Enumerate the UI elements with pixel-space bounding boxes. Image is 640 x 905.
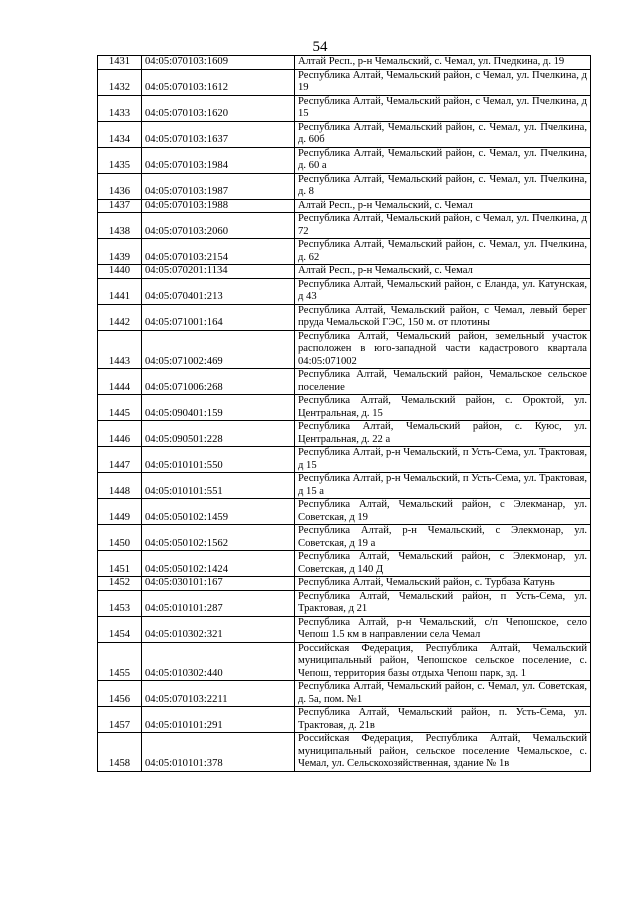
address-cell: Республика Алтай, Чемальский район, с Чемал, левый берег пруда Чемальской ГЭС, 150 м. от плотины bbox=[295, 304, 591, 330]
table-row bbox=[98, 69, 591, 95]
table-row bbox=[98, 147, 591, 173]
address-cell: Республика Алтай, Чемальский район, с. Ороктой, ул. Центральная, д. 15 bbox=[295, 395, 591, 421]
address-cell: Республика Алтай, р-н Чемальский, с/п Чепошское, село Чепош 1.5 км в направлении села Чемал bbox=[295, 616, 591, 642]
row-number: 1432 bbox=[98, 69, 142, 95]
table-row bbox=[98, 239, 591, 265]
cadastral-number: 04:05:010101:291 bbox=[142, 707, 295, 733]
cadastral-number: 04:05:010302:321 bbox=[142, 616, 295, 642]
table-row bbox=[98, 590, 591, 616]
row-number: 1449 bbox=[98, 499, 142, 525]
cadastral-number: 04:05:071001:164 bbox=[142, 304, 295, 330]
row-number: 1435 bbox=[98, 147, 142, 173]
page-number: 54 bbox=[312, 39, 328, 55]
row-number: 1439 bbox=[98, 239, 142, 265]
table-row bbox=[98, 278, 591, 304]
address-cell: Республика Алтай, Чемальский район, п. Усть-Сема, ул. Трактовая, д. 21в bbox=[295, 707, 591, 733]
row-number: 1458 bbox=[98, 733, 142, 772]
address-cell: Республика Алтай, Чемальский район, с Чемал, ул. Пчелкина, д 19 bbox=[295, 69, 591, 95]
cadastral-number: 04:05:070103:1620 bbox=[142, 95, 295, 121]
address-cell: Республика Алтай, Чемальский район, с Чемал, ул. Пчелкина, д 72 bbox=[295, 213, 591, 239]
cadastral-number: 04:05:070103:1612 bbox=[142, 69, 295, 95]
table-row bbox=[98, 616, 591, 642]
table-row bbox=[98, 213, 591, 239]
cadastral-number: 04:05:090501:228 bbox=[142, 421, 295, 447]
table-row bbox=[98, 395, 591, 421]
address-cell: Алтай Респ., р-н Чемальский, с. Чемал bbox=[295, 199, 591, 213]
cadastral-number: 04:05:030101:167 bbox=[142, 577, 295, 591]
cadastral-number: 04:05:070103:1988 bbox=[142, 199, 295, 213]
table-row bbox=[98, 56, 591, 70]
table-row bbox=[98, 330, 591, 369]
row-number: 1454 bbox=[98, 616, 142, 642]
address-cell: Республика Алтай, Чемальский район, с Элекманар, ул. Советская, д 19 bbox=[295, 499, 591, 525]
table-row bbox=[98, 304, 591, 330]
address-cell: Республика Алтай, Чемальский район, п Усть-Сема, ул. Трактовая, д 21 bbox=[295, 590, 591, 616]
address-cell: Алтай Респ., р-н Чемальский, с. Чемал bbox=[295, 265, 591, 279]
address-cell: Республика Алтай, Чемальский район, с. Чемал, ул. Пчелкина, д. 62 bbox=[295, 239, 591, 265]
address-cell: Республика Алтай, Чемальский район, с. Турбаза Катунь bbox=[295, 577, 591, 591]
address-cell: Республика Алтай, р-н Чемальский, п Усть-Сема, ул. Трактовая, д 15 а bbox=[295, 473, 591, 499]
table-row bbox=[98, 421, 591, 447]
address-cell: Республика Алтай, Чемальский район, с Элекмонар, ул. Советская, д 140 Д bbox=[295, 551, 591, 577]
row-number: 1457 bbox=[98, 707, 142, 733]
cadastral-number: 04:05:070103:1987 bbox=[142, 173, 295, 199]
table-row bbox=[98, 369, 591, 395]
address-cell: Российская Федерация, Республика Алтай, Чемальский муниципальный район, сельское поселение Чемальское, с. Чемал, ул. Сельскохозяйственная, здание № 1в bbox=[295, 733, 591, 772]
address-cell: Республика Алтай, р-н Чемальский, с Элекмонар, ул. Советская, д 19 а bbox=[295, 525, 591, 551]
table-row bbox=[98, 733, 591, 772]
row-number: 1447 bbox=[98, 447, 142, 473]
address-cell: Республика Алтай, Чемальский район, с. Чемал, ул. Советская, д. 5а, пом. №1 bbox=[295, 681, 591, 707]
table-row bbox=[98, 525, 591, 551]
row-number: 1437 bbox=[98, 199, 142, 213]
cadastral-number: 04:05:070103:2211 bbox=[142, 681, 295, 707]
cadastral-number: 04:05:010302:440 bbox=[142, 642, 295, 681]
address-cell: Республика Алтай, Чемальский район, с. Чемал, ул. Пчелкина, д. 60б bbox=[295, 121, 591, 147]
row-number: 1455 bbox=[98, 642, 142, 681]
row-number: 1441 bbox=[98, 278, 142, 304]
cadastral-number: 04:05:070103:1984 bbox=[142, 147, 295, 173]
cadastral-number: 04:05:050102:1562 bbox=[142, 525, 295, 551]
table-body bbox=[98, 56, 591, 772]
row-number: 1450 bbox=[98, 525, 142, 551]
table-row bbox=[98, 681, 591, 707]
row-number: 1434 bbox=[98, 121, 142, 147]
table-row bbox=[98, 577, 591, 591]
cadastral-number: 04:05:090401:159 bbox=[142, 395, 295, 421]
table-row bbox=[98, 473, 591, 499]
address-cell: Республика Алтай, Чемальский район, с Еланда, ул. Катунская, д 43 bbox=[295, 278, 591, 304]
table-row bbox=[98, 199, 591, 213]
cadastral-number: 04:05:070201:1134 bbox=[142, 265, 295, 279]
row-number: 1431 bbox=[98, 56, 142, 70]
row-number: 1440 bbox=[98, 265, 142, 279]
cadastral-number: 04:05:010101:550 bbox=[142, 447, 295, 473]
address-cell: Республика Алтай, Чемальский район, с Чемал, ул. Пчелкина, д 15 bbox=[295, 95, 591, 121]
row-number: 1445 bbox=[98, 395, 142, 421]
row-number: 1448 bbox=[98, 473, 142, 499]
table-row bbox=[98, 499, 591, 525]
row-number: 1452 bbox=[98, 577, 142, 591]
address-cell: Алтай Респ., р-н Чемальский, с. Чемал, ул. Пчедкина, д. 19 bbox=[295, 56, 591, 70]
table-row bbox=[98, 95, 591, 121]
table-row bbox=[98, 121, 591, 147]
row-number: 1456 bbox=[98, 681, 142, 707]
cadastral-number: 04:05:070103:1609 bbox=[142, 56, 295, 70]
row-number: 1442 bbox=[98, 304, 142, 330]
address-cell: Республика Алтай, Чемальский район, Чемальское сельское поселение bbox=[295, 369, 591, 395]
table-row bbox=[98, 173, 591, 199]
row-number: 1443 bbox=[98, 330, 142, 369]
table-row bbox=[98, 707, 591, 733]
table-row bbox=[98, 447, 591, 473]
row-number: 1446 bbox=[98, 421, 142, 447]
row-number: 1436 bbox=[98, 173, 142, 199]
cadastral-number: 04:05:070103:1637 bbox=[142, 121, 295, 147]
cadastral-number: 04:05:071006:268 bbox=[142, 369, 295, 395]
table-row bbox=[98, 551, 591, 577]
cadastral-number: 04:05:070103:2154 bbox=[142, 239, 295, 265]
address-cell: Российская Федерация, Республика Алтай, Чемальский муниципальный район, Чепошское сельское поселение, с. Чепош, территория базы отдыха Чепош парк, зд. 1 bbox=[295, 642, 591, 681]
row-number: 1451 bbox=[98, 551, 142, 577]
address-cell: Республика Алтай, Чемальский район, с. Чемал, ул. Пчелкина, д. 8 bbox=[295, 173, 591, 199]
row-number: 1433 bbox=[98, 95, 142, 121]
cadastral-number: 04:05:010101:287 bbox=[142, 590, 295, 616]
property-registry-table bbox=[97, 55, 591, 772]
cadastral-number: 04:05:071002:469 bbox=[142, 330, 295, 369]
row-number: 1444 bbox=[98, 369, 142, 395]
address-cell: Республика Алтай, Чемальский район, с. Куюс, ул. Центральная, д. 22 а bbox=[295, 421, 591, 447]
cadastral-number: 04:05:050102:1459 bbox=[142, 499, 295, 525]
address-cell: Республика Алтай, р-н Чемальский, п Усть-Сема, ул. Трактовая, д 15 bbox=[295, 447, 591, 473]
row-number: 1453 bbox=[98, 590, 142, 616]
cadastral-number: 04:05:070401:213 bbox=[142, 278, 295, 304]
row-number: 1438 bbox=[98, 213, 142, 239]
address-cell: Республика Алтай, Чемальский район, с. Чемал, ул. Пчелкина, д. 60 а bbox=[295, 147, 591, 173]
cadastral-number: 04:05:070103:2060 bbox=[142, 213, 295, 239]
table-row bbox=[98, 642, 591, 681]
address-cell: Республика Алтай, Чемальский район, земельный участок расположен в юго-западной части кадастрового квартала 04:05:071002 bbox=[295, 330, 591, 369]
cadastral-number: 04:05:050102:1424 bbox=[142, 551, 295, 577]
table-row bbox=[98, 265, 591, 279]
cadastral-number: 04:05:010101:378 bbox=[142, 733, 295, 772]
cadastral-number: 04:05:010101:551 bbox=[142, 473, 295, 499]
